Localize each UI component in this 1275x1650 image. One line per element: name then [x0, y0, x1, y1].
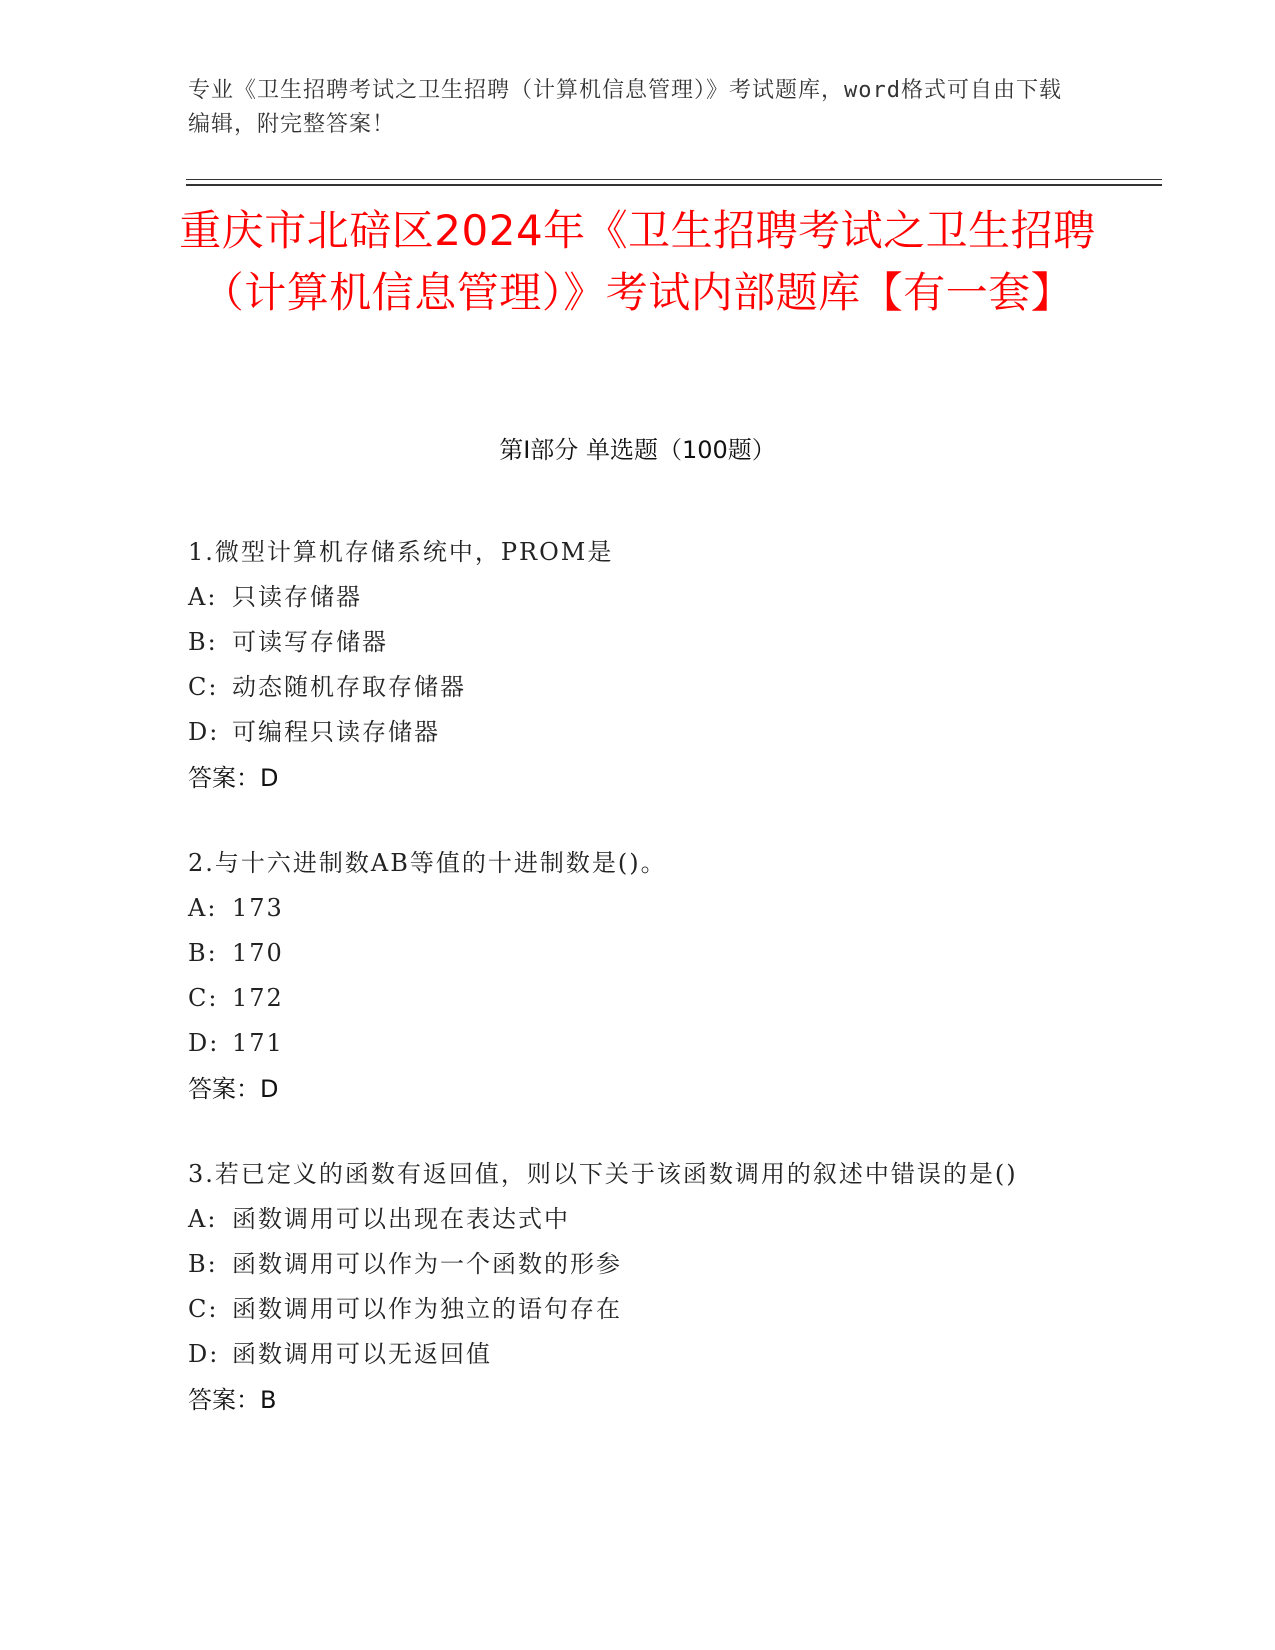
option-c — [188, 976, 1068, 1021]
option-text: 可读写存储器 — [232, 628, 388, 656]
option-d — [188, 1332, 1068, 1377]
option-text: 170 — [232, 939, 284, 967]
option-key: B: — [188, 939, 218, 967]
option-text: 171 — [232, 1029, 284, 1057]
option-text: 函数调用可以无返回值 — [232, 1340, 492, 1368]
header-divider-thick — [186, 184, 1162, 186]
answer-label: 答案：D — [188, 764, 279, 792]
option-b — [188, 1242, 1068, 1287]
option-key: D: — [188, 718, 220, 746]
option-text: 函数调用可以作为独立的语句存在 — [232, 1295, 622, 1323]
option-text: 只读存储器 — [232, 583, 362, 611]
question-3 — [188, 1152, 1068, 1423]
question-stem: 2.与十六进制数AB等值的十进制数是()。 — [188, 849, 667, 877]
option-key: C: — [188, 984, 219, 1012]
option-key: C: — [188, 1295, 219, 1323]
question-list — [188, 530, 1068, 1463]
option-key: B: — [188, 628, 218, 656]
option-d — [188, 1021, 1068, 1066]
option-text: 可编程只读存储器 — [232, 718, 440, 746]
option-c — [188, 1287, 1068, 1332]
option-key: A: — [188, 1205, 218, 1233]
option-text: 函数调用可以作为一个函数的形参 — [232, 1250, 622, 1278]
option-b — [188, 931, 1068, 976]
option-key: A: — [188, 583, 218, 611]
option-key: A: — [188, 894, 218, 922]
option-key: D: — [188, 1340, 220, 1368]
header-divider — [186, 179, 1162, 180]
question-stem: 3.若已定义的函数有返回值，则以下关于该函数调用的叙述中错误的是() — [188, 1160, 1018, 1188]
option-text: 函数调用可以出现在表达式中 — [232, 1205, 570, 1233]
option-text: 动态随机存取存储器 — [232, 673, 466, 701]
question-1 — [188, 530, 1068, 801]
header-note: 专业《卫生招聘考试之卫生招聘（计算机信息管理）》考试题库，word格式可自由下载编辑，附完整答案！ — [188, 78, 1062, 137]
option-a — [188, 575, 1068, 620]
option-key: D: — [188, 1029, 220, 1057]
answer-label: 答案：D — [188, 1075, 279, 1103]
section-heading: 第I部分 单选题（100题） — [499, 436, 776, 464]
option-a — [188, 1197, 1068, 1242]
answer-label: 答案：B — [188, 1386, 277, 1414]
option-key: B: — [188, 1250, 218, 1278]
option-text: 173 — [232, 894, 284, 922]
option-d — [188, 710, 1068, 755]
option-b — [188, 620, 1068, 665]
document-title: 重庆市北碚区2024年《卫生招聘考试之卫生招聘（计算机信息管理）》考试内部题库【有一套】 — [179, 206, 1096, 317]
option-c — [188, 665, 1068, 710]
option-key: C: — [188, 673, 219, 701]
question-stem: 1.微型计算机存储系统中，PROM是 — [188, 538, 614, 566]
option-a — [188, 886, 1068, 931]
option-text: 172 — [232, 984, 284, 1012]
question-2 — [188, 841, 1068, 1112]
